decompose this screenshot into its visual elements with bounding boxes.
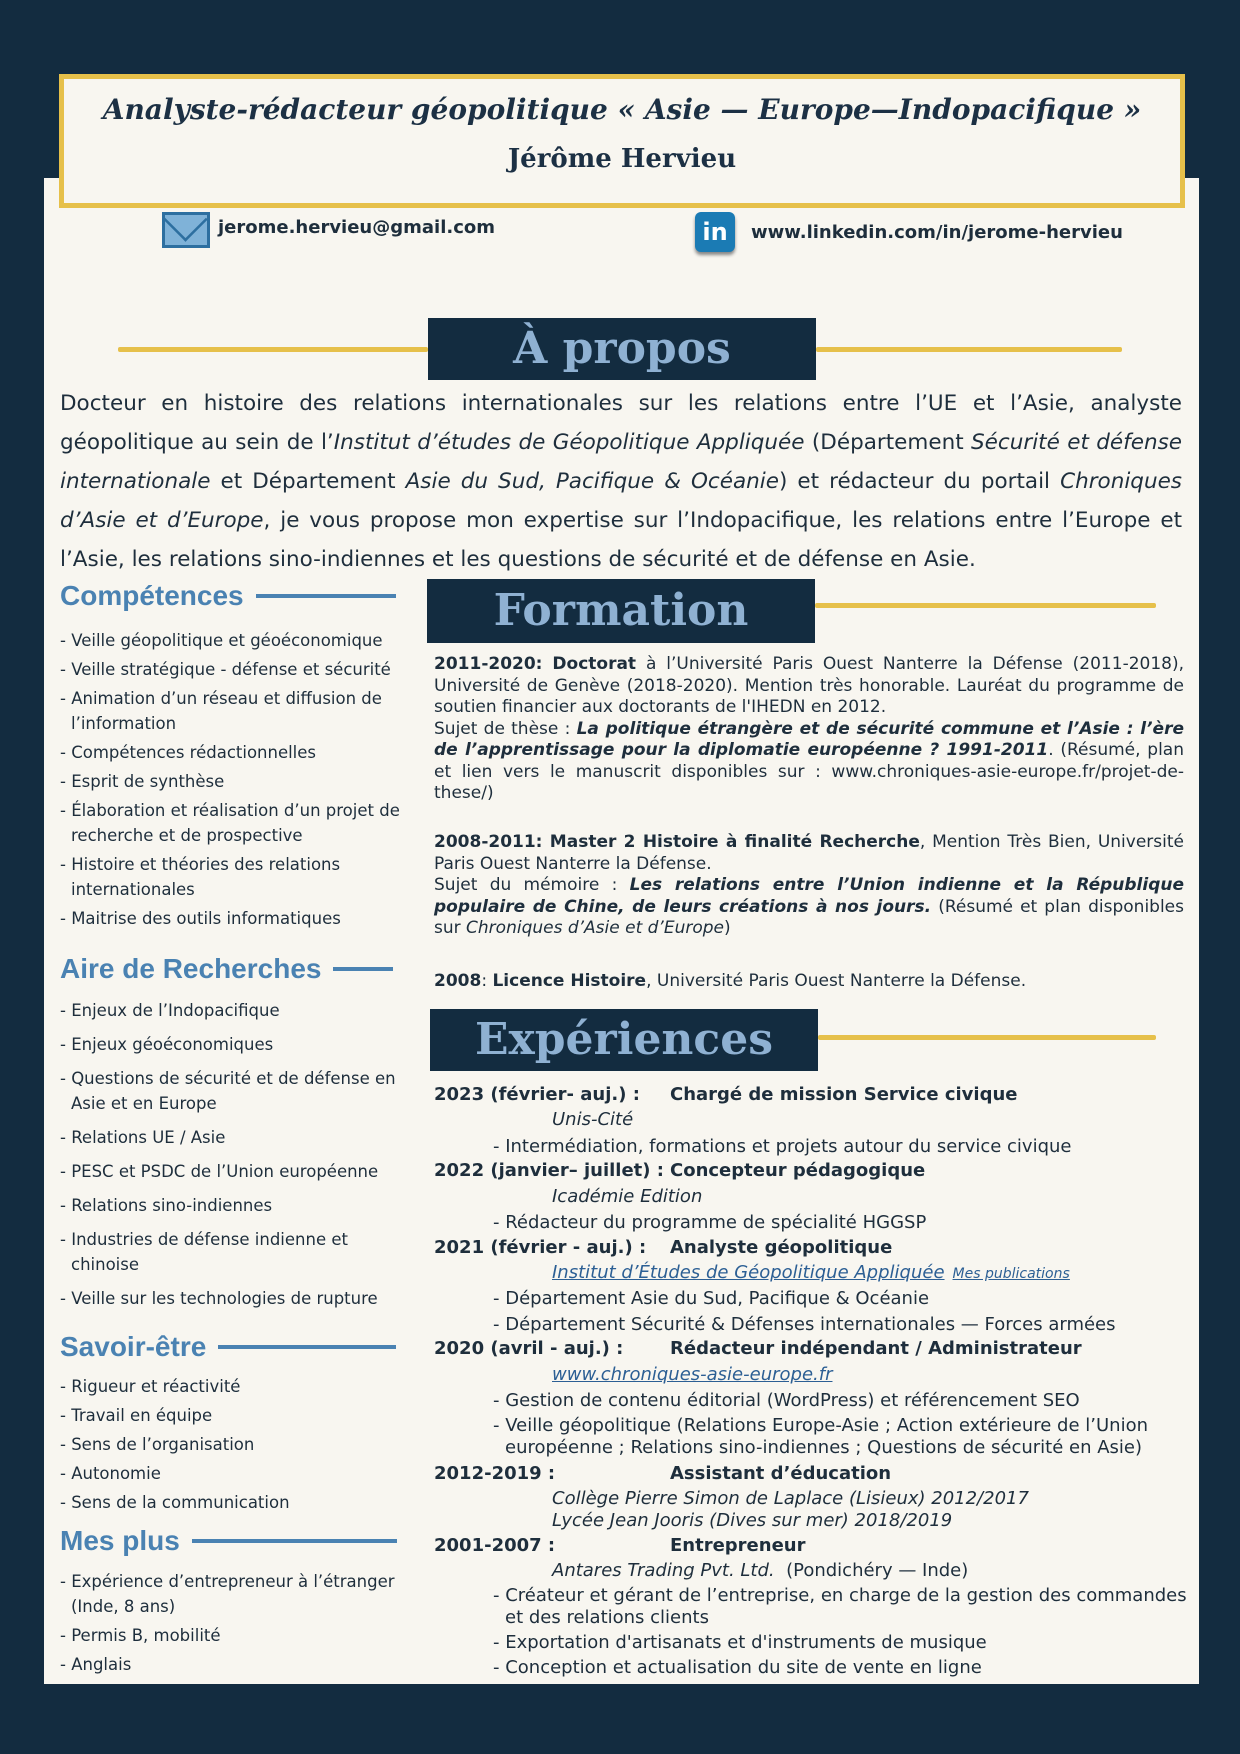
experience-bullet: - Rédacteur du programme de spécialité HGGSP (493, 1212, 927, 1233)
experience-bullet: - Département Sécurité & Défenses internationales — Forces armées (493, 1314, 1116, 1335)
iega-link[interactable]: Institut d’Études de Géopolitique Appliquée Mes publications (552, 1262, 1070, 1283)
list-item: - Industries de défense indienne et chinoise (60, 1230, 348, 1274)
formation-entry-licence: 2008: Licence Histoire, Université Paris Ouest Nanterre la Défense. (434, 971, 1027, 991)
formation-entry-master: 2008-2011: Master 2 Histoire à finalité Recherche, Mention Très Bien, Université Paris Ouest Nanterre la Défense. Sujet du mémoire : Les relations entre l’Union indienne et la République populaire de Chine, de leurs créations à nos jours. (Résumé et plan disponibles sur Chroniques d’Asie et d’Europe) (434, 832, 1184, 938)
experience-org: Antares Trading Pvt. Ltd. (Pondichéry — Inde) (552, 1560, 969, 1581)
savoir-etre-heading: Savoir-être (60, 1331, 396, 1363)
competences-heading: Compétences (60, 580, 396, 612)
list-item: - Sens de la communication (60, 1493, 290, 1512)
experience-org: Unis-Cité (552, 1109, 634, 1130)
list-item: - Anglais (60, 1655, 132, 1674)
list-item: - Enjeux de l’Indopacifique (60, 1001, 280, 1020)
recherches-heading: Aire de Recherches (60, 953, 393, 985)
plus-list (60, 1569, 405, 1677)
experience-org: Icadémie Edition (552, 1186, 703, 1207)
formation-heading: Formation (427, 579, 815, 643)
website-link[interactable]: www.chroniques-asie-europe.fr (552, 1364, 833, 1385)
cv-title: Analyste-rédacteur géopolitique « Asie — Europe—Indopacifique » (102, 93, 1142, 126)
list-item: - Permis B, mobilité (60, 1626, 221, 1645)
list-item: - Questions de sécurité et de défense en Asie et en Europe (60, 1069, 396, 1113)
experience-row: 2022 (janvier– juillet) : Concepteur pédagogique (434, 1160, 926, 1181)
list-item: - Animation d’un réseau et diffusion de l’information (60, 689, 382, 733)
heading-bar (218, 1345, 396, 1349)
formation-entry-doctorat: 2011-2020: Doctorat à l’Université Paris Ouest Nanterre la Défense (2011-2018), Université de Genève (2018-2020). Mention très honorable. Lauréat du programme de soutien financier aux doctorants de l'IHEDN en 2012. Sujet de thèse : La politique étrangère et de sécurité commune et l’Asie : l’ère de l’apprentissage pour la diplomatie européenne ? 1991-2011. (Résumé, plan et lien vers le manuscrit disponibles sur : www.chroniques-asie-europe.fr/projet-de-these/) (434, 654, 1184, 803)
savoir-etre-list (60, 1374, 405, 1515)
list-item: - Veille stratégique - défense et sécurité (60, 660, 391, 679)
list-item: - Esprit de synthèse (60, 772, 225, 791)
list-item: - Relations sino-indiennes (60, 1196, 273, 1215)
experience-bullet: - Créateur et gérant de l’entreprise, en charge de la gestion des commandes et des relations clients (493, 1585, 1187, 1628)
experience-bullet: - Gestion de contenu éditorial (WordPress) et référencement SEO (493, 1390, 1080, 1411)
heading-bar (192, 1539, 397, 1543)
experience-row: 2001-2007 : Entrepreneur (434, 1535, 806, 1556)
list-item: - Travail en équipe (60, 1406, 213, 1425)
divider-line (818, 1035, 1156, 1040)
about-heading: À propos (428, 318, 816, 380)
experience-row: 2023 (février- auj.) : Chargé de mission Service civique (434, 1084, 1018, 1105)
list-item: - Autonomie (60, 1464, 161, 1483)
list-item: - Compétences rédactionnelles (60, 743, 317, 762)
email-text[interactable]: jerome.hervieu@gmail.com (218, 216, 496, 238)
heading-bar (333, 967, 393, 971)
list-item: - Élaboration et réalisation d’un projet de recherche et de prospective (60, 801, 400, 845)
email-contact[interactable] (162, 212, 495, 248)
experience-bullet: - Département Asie du Sud, Pacifique & Océanie (493, 1288, 930, 1309)
experiences-heading: Expériences (430, 1009, 818, 1071)
experience-bullet: - Intermédiation, formations et projets autour du service civique (493, 1136, 1072, 1157)
list-item: - Expérience d’entrepreneur à l’étranger (Inde, 8 ans) (60, 1572, 395, 1616)
experience-org: Lycée Jean Jooris (Dives sur mer) 2018/2019 (552, 1510, 953, 1531)
list-item: - Rigueur et réactivité (60, 1377, 241, 1396)
list-item: - Histoire et théories des relations internationales (60, 855, 341, 899)
experience-row: 2012-2019 : Assistant d’éducation (434, 1463, 892, 1484)
competences-list (60, 628, 405, 931)
list-item: - Enjeux géoéconomiques (60, 1035, 274, 1054)
publications-link[interactable]: Mes publications (952, 1266, 1070, 1282)
list-item: - Maitrise des outils informatiques (60, 909, 341, 928)
plus-heading: Mes plus (60, 1525, 397, 1557)
experience-bullet: - Veille géopolitique (Relations Europe-Asie ; Action extérieure de l’Union européenne ; Relations sino-indiennes ; Questions de sécurité en Asie) (493, 1415, 1148, 1458)
list-item: - PESC et PSDC de l’Union européenne (60, 1162, 379, 1181)
experience-bullet: - Conception et actualisation du site de vente en ligne (493, 1657, 982, 1678)
divider-line (815, 603, 1156, 608)
experience-org: Collège Pierre Simon de Laplace (Lisieux) 2012/2017 (552, 1488, 1029, 1509)
divider-line (816, 347, 1122, 352)
divider-line (118, 347, 428, 352)
list-item: - Relations UE / Asie (60, 1128, 226, 1147)
title-box (59, 74, 1185, 208)
list-item: - Sens de l’organisation (60, 1435, 255, 1454)
recherches-list (60, 998, 405, 1311)
list-item: - Veille géopolitique et géoéconomique (60, 631, 383, 650)
experience-row: 2020 (avril - auj.) : Rédacteur indépendant / Administrateur (434, 1338, 1082, 1359)
heading-bar (256, 594, 396, 598)
list-item: - Veille sur les technologies de rupture (60, 1289, 378, 1308)
experience-row: 2021 (février - auj.) : Analyste géopolitique (434, 1237, 893, 1258)
mail-icon (162, 212, 210, 248)
candidate-name: Jérôme Hervieu (507, 144, 737, 174)
experience-bullet: - Exportation d'artisanats et d'instruments de musique (493, 1632, 987, 1653)
about-text: Docteur en histoire des relations internationales sur les relations entre l’UE et l’Asie, analyste géopolitique au sein de l’Institut d’études de Géopolitique Appliquée (Département Sécurité et défense internationale et Département Asie du Sud, Pacifique & Océanie) et rédacteur du portail Chroniques d’Asie et d’Europe, je vous propose mon expertise sur l’Indopacifique, les relations entre l’Europe et l’Asie, les relations sino-indiennes et les questions de sécurité et de défense en Asie. (60, 391, 1182, 572)
linkedin-icon: in (695, 212, 735, 252)
linkedin-url[interactable]: www.linkedin.com/in/jerome-hervieu (751, 221, 1123, 243)
linkedin-contact[interactable] (695, 212, 1123, 252)
